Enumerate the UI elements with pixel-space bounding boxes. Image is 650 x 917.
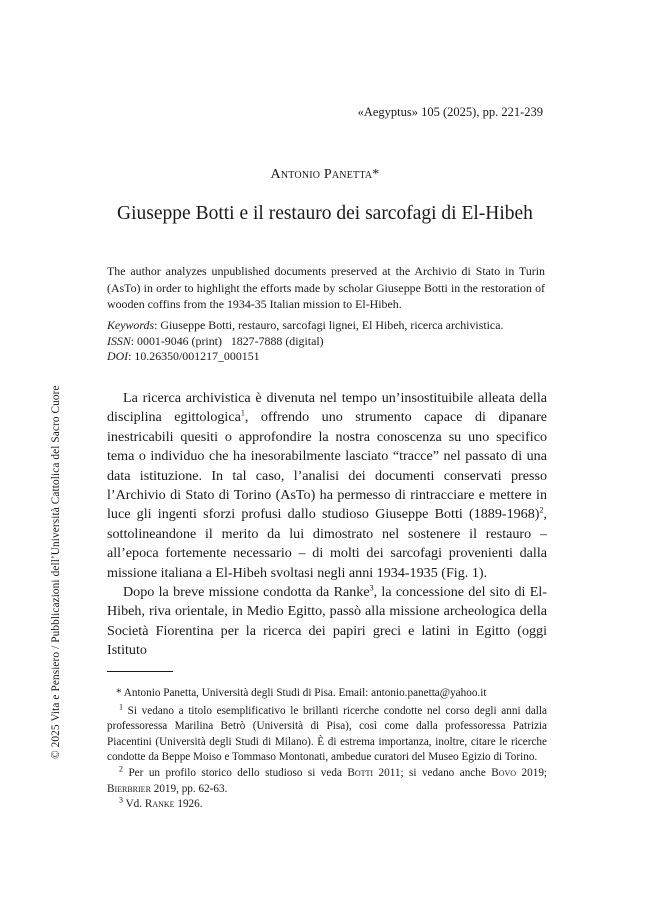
footnote-2-mark: 2: [119, 764, 123, 774]
footnote-2-text-b: 2011; si vedano anche: [373, 766, 492, 779]
keywords-line: [107, 318, 503, 334]
footnote-2-text-a: Per un profilo storico dello studioso si veda: [123, 766, 348, 779]
doi-line: [107, 349, 503, 365]
body-text: [107, 389, 547, 661]
paragraph-1-text-a: La ricerca archivistica è divenuta nel tempo un’insostituibile alleata della disciplina egittologica: [107, 390, 547, 426]
doi-label: DOI: [107, 349, 129, 363]
keywords-label: Keywords: [107, 318, 155, 332]
footnotes: [107, 686, 547, 813]
copyright-notice: © 2025 Vita e Pensiero / Pubblicazioni dell’Università Cattolica del Sacro Cuore: [50, 385, 62, 759]
footnote-3-mark: 3: [119, 795, 123, 805]
issn-value: : 0001-9046 (print) 1827-7888 (digital): [130, 333, 324, 348]
footnote-author: * Antonio Panetta, Università degli Studi di Pisa. Email: antonio.panetta@yahoo.it: [116, 687, 487, 699]
issn-line: [107, 334, 503, 350]
citation-bovo: Bovo: [491, 766, 517, 779]
citation-bierbrier: Bierbrier: [107, 782, 151, 795]
abstract: The author analyzes unpublished documents preserved at the Archivio di Stato in Turin (AsTo) in order to highlight the efforts made by scholar Giuseppe Botti in the restoration of wooden coffins from the 1934-35 Italian mission to El-Hibeh.: [107, 264, 545, 311]
paragraph-1: [107, 389, 547, 583]
footnote-1: [107, 701, 547, 766]
doi-value: : 10.26350/001217_000151: [128, 349, 260, 363]
paragraph-2-text-b: , la concessione del sito di El-Hibeh, riva orientale, in Medio Egitto, passò alla missione archeologica della Società Fiorentina per la ricerca dei papiri greci e latini in Egitto (oggi Istituto: [107, 584, 547, 659]
footnote-3: [107, 797, 547, 813]
paragraph-2-text-a: Dopo la breve missione condotta da Ranke: [123, 584, 370, 601]
footnote-divider: [107, 671, 173, 672]
article-title: Giuseppe Botti e il restauro dei sarcofagi di El-Hibeh: [117, 203, 533, 224]
article-metadata: [107, 318, 503, 365]
footnote-ref-1: 1: [240, 408, 245, 418]
footnote-2-text-c: 2019;: [516, 766, 548, 779]
journal-reference: «Aegyptus» 105 (2025), pp. 221-239: [357, 105, 543, 119]
footnote-2-text-d: 2019, pp. 62-63.: [150, 782, 228, 795]
citation-ranke: Ranke: [144, 798, 175, 811]
footnote-ref-3: 3: [369, 583, 374, 593]
footnote-1-text: Si vedano a titolo esemplificativo le brillanti ricerche condotte nel corso degli anni dalla professoressa Marilina Betrò (Università di Pisa), così come dalla professoressa Patrizia Piacentini (Università degli Studi di Milano). È di estrema importanza, inoltre, citare le ricerche condotte da Beppe Moiso e Tommaso Montonati, ambedue curatori del Museo Egizio di Torino.: [107, 704, 547, 764]
paragraph-1-text-b: , offrendo uno strumento capace di dipanare inestricabili quesiti o approfondire la nostra conoscenza su uno specifico tema o individuo che ha inesorabilmente lasciato “tracce” nel passato di una data istituzione. In tal caso, l’analisi dei documenti conservati presso l’Archivio di Stato di Torino (AsTo) ha permesso di rintracciare e mettere in luce gli ingenti sforzi profusi dallo studioso Giuseppe Botti (1889-1968): [107, 409, 547, 523]
keywords-value: : Giuseppe Botti, restauro, sarcofagi lignei, El Hibeh, ricerca archivistica.: [154, 318, 504, 332]
paragraph-2: [107, 583, 547, 661]
footnote-3-text-a: Vd.: [123, 798, 145, 811]
footnote-1-mark: 1: [119, 701, 123, 711]
issn-label: ISSN: [107, 333, 131, 348]
footnote-3-text-b: 1926.: [174, 798, 203, 811]
footnote-2: [107, 766, 547, 797]
paragraph-1-text-c: , sottolineandone il merito da lui dimostrato nel sostenere il restauro – all’epoca fortemente necessario – di molti dei sarcofagi provenienti dalla missione italiana a El-Hibeh svoltasi negli anni 1934-1935 (Fig. 1).: [107, 506, 547, 581]
footnote-ref-2: 2: [539, 505, 544, 515]
author-name: Antonio Panetta*: [270, 167, 380, 182]
citation-botti: Botti: [347, 766, 374, 779]
